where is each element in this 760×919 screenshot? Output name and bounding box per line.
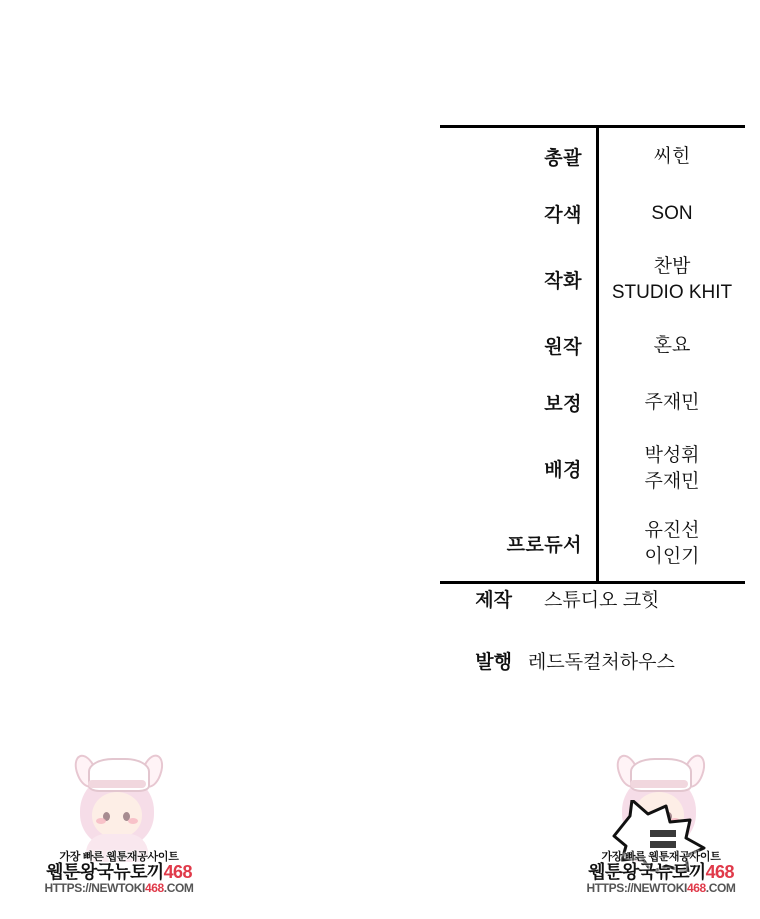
credits-table <box>440 128 745 581</box>
credits-label-adaptation: 각색 <box>544 205 582 226</box>
credits-value-background <box>598 431 746 506</box>
watermark-sitename-number: 468 <box>163 862 192 883</box>
table-row <box>440 506 745 581</box>
watermark-badge <box>576 852 746 894</box>
credits-block <box>440 125 745 584</box>
watermark-url <box>34 882 204 894</box>
watermark-url-number: 468 <box>144 880 164 895</box>
credits-value-original <box>598 317 746 374</box>
watermark-url-suffix: .COM <box>163 880 194 895</box>
credits-value-line: 유진선 <box>644 519 700 541</box>
watermark-url-number: 468 <box>686 880 706 895</box>
credits-value-line: STUDIO KHIT <box>611 281 733 303</box>
credits-value-adaptation <box>598 185 746 242</box>
watermark-tagline: 가장 빠른 웹툰재공사이트 <box>601 851 721 863</box>
watermark-sitename-text: 웹툰왕국뉴토끼 <box>46 862 164 883</box>
footer-value-publisher: 레드독컬처하우스 <box>528 651 675 673</box>
watermark-url-text: HTTPS://NEWTOKI <box>586 880 687 895</box>
credits-label-background: 배경 <box>544 460 582 481</box>
face-shape <box>92 792 142 838</box>
credits-value-line: 씨힌 <box>653 145 691 167</box>
credits-value-line: 혼요 <box>653 334 691 356</box>
credits-label-retouch: 보정 <box>544 394 582 415</box>
footer-row-publisher <box>440 636 745 684</box>
credits-value-line: 박성휘 <box>644 444 700 466</box>
watermark-sitename <box>576 863 746 881</box>
watermark-url-text: HTTPS://NEWTOKI <box>44 880 145 895</box>
footer-row-production <box>440 574 745 622</box>
watermark-left <box>34 752 204 912</box>
credits-value-line: 찬밤 <box>653 255 691 277</box>
credits-label-original: 원작 <box>544 337 582 358</box>
credits-value-line: 주재민 <box>644 391 700 413</box>
credits-value-supervision <box>598 128 746 185</box>
credits-label-producer: 프로듀서 <box>506 535 582 556</box>
credits-label-artwork: 작화 <box>544 271 582 292</box>
footer-label-publisher: 발행 <box>475 651 512 673</box>
table-row <box>440 128 745 185</box>
watermark-tagline: 가장 빠른 웹툰재공사이트 <box>59 851 179 863</box>
watermark-sitename-text: 웹툰왕국뉴토끼 <box>588 862 706 883</box>
credits-value-artwork <box>598 242 746 317</box>
watermark-url-suffix: .COM <box>705 880 736 895</box>
credits-label-supervision: 총괄 <box>544 148 582 169</box>
watermark-sitename <box>34 863 204 881</box>
footer-label-production: 제작 <box>475 589 512 611</box>
watermark-url <box>576 882 746 894</box>
credits-value-producer <box>598 506 746 581</box>
table-row <box>440 374 745 431</box>
credits-value-line: 이인기 <box>644 545 700 567</box>
hat-band-shape <box>88 780 146 788</box>
footer-credits-block <box>440 574 745 684</box>
chibi-character-icon <box>62 752 174 862</box>
credits-value-line: SON <box>651 202 693 224</box>
cheek-left-shape <box>96 818 106 824</box>
credits-value-line: 주재민 <box>644 470 700 492</box>
table-row <box>440 317 745 374</box>
watermark-badge <box>34 852 204 894</box>
table-row <box>440 431 745 506</box>
footer-value-production: 스튜디오 크힛 <box>544 589 660 611</box>
table-row <box>440 185 745 242</box>
table-row <box>440 242 745 317</box>
cheek-right-shape <box>128 818 138 824</box>
credits-value-retouch <box>598 374 746 431</box>
watermark-sitename-number: 468 <box>705 862 734 883</box>
watermark-right <box>576 752 746 912</box>
hat-band-shape <box>630 780 688 788</box>
